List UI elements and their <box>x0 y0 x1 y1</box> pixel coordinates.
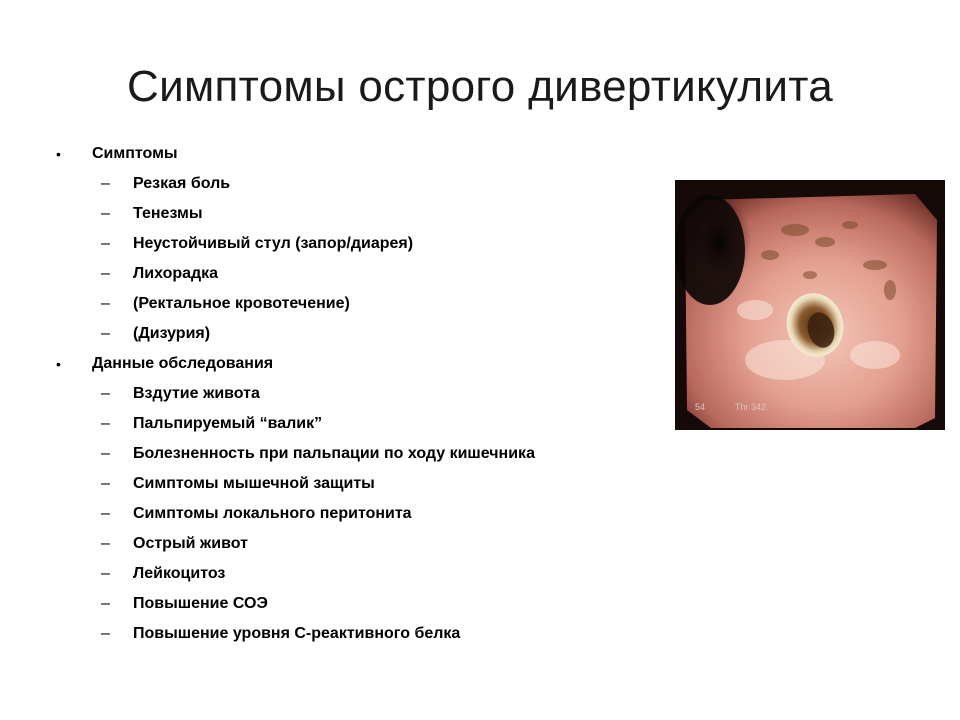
sub-item <box>54 502 654 532</box>
sub-item-text: Неустойчивый стул (запор/диарея) <box>133 235 414 252</box>
sub-item-text: Лейкоцитоз <box>133 565 226 582</box>
sub-item <box>54 592 654 622</box>
dash: – <box>101 535 110 552</box>
dash: – <box>101 295 110 312</box>
endoscopy-illustration <box>675 180 945 430</box>
sub-item <box>54 622 654 652</box>
sub-item-text: Симптомы локального перитонита <box>133 505 412 522</box>
sub-item-text: Лихорадка <box>133 265 219 282</box>
sub-item <box>54 172 654 202</box>
sub-item-text: Тенезмы <box>133 205 203 222</box>
dash: – <box>101 475 110 492</box>
bullet-list <box>54 142 654 652</box>
sub-item <box>54 382 654 412</box>
sub-item-text: Симптомы мышечной защиты <box>133 475 375 492</box>
sub-item <box>54 472 654 502</box>
bullet-heading-exam-findings: Данные обследования <box>92 355 274 372</box>
dash: – <box>101 385 110 402</box>
dash: – <box>101 505 110 522</box>
dash: – <box>101 415 110 432</box>
dash: – <box>101 175 110 192</box>
dash: – <box>101 595 110 612</box>
sub-item-text: Острый живот <box>133 535 248 552</box>
sub-item <box>54 562 654 592</box>
dash: – <box>101 235 110 252</box>
sub-item-text: Болезненность при пальпации по ходу кишечника <box>133 445 535 462</box>
sub-item-text: Повышение уровня С-реактивного белка <box>133 625 461 642</box>
bullet-item <box>54 142 654 172</box>
slide-title: Симптомы острого дивертикулита <box>127 62 833 111</box>
sub-item <box>54 532 654 562</box>
sub-item <box>54 232 654 262</box>
dash: – <box>101 445 110 462</box>
sub-item-text: (Дизурия) <box>133 325 211 342</box>
dash: – <box>101 265 110 282</box>
dash: – <box>101 205 110 222</box>
sub-item <box>54 412 654 442</box>
sub-item <box>54 442 654 472</box>
image-overlay-left: 54 <box>695 402 706 412</box>
bullet-dot: • <box>56 146 61 162</box>
dash: – <box>101 565 110 582</box>
sub-item <box>54 262 654 292</box>
sub-item <box>54 292 654 322</box>
dash: – <box>101 325 110 342</box>
sub-item <box>54 202 654 232</box>
sub-item-text: Вздутие живота <box>133 385 260 402</box>
sub-item <box>54 322 654 352</box>
dash: – <box>101 625 110 642</box>
bullet-heading-symptoms: Симптомы <box>92 145 178 162</box>
sub-item-text: Повышение СОЭ <box>133 595 268 612</box>
sub-item-text: Резкая боль <box>133 175 231 192</box>
endoscopy-image <box>675 180 945 430</box>
sub-item-text: (Ректальное кровотечение) <box>133 295 350 312</box>
bullet-dot: • <box>56 356 61 372</box>
image-overlay-right: Thr 342 <box>735 402 767 412</box>
bullet-item <box>54 352 654 382</box>
sub-item-text: Пальпируемый “валик” <box>133 415 323 432</box>
